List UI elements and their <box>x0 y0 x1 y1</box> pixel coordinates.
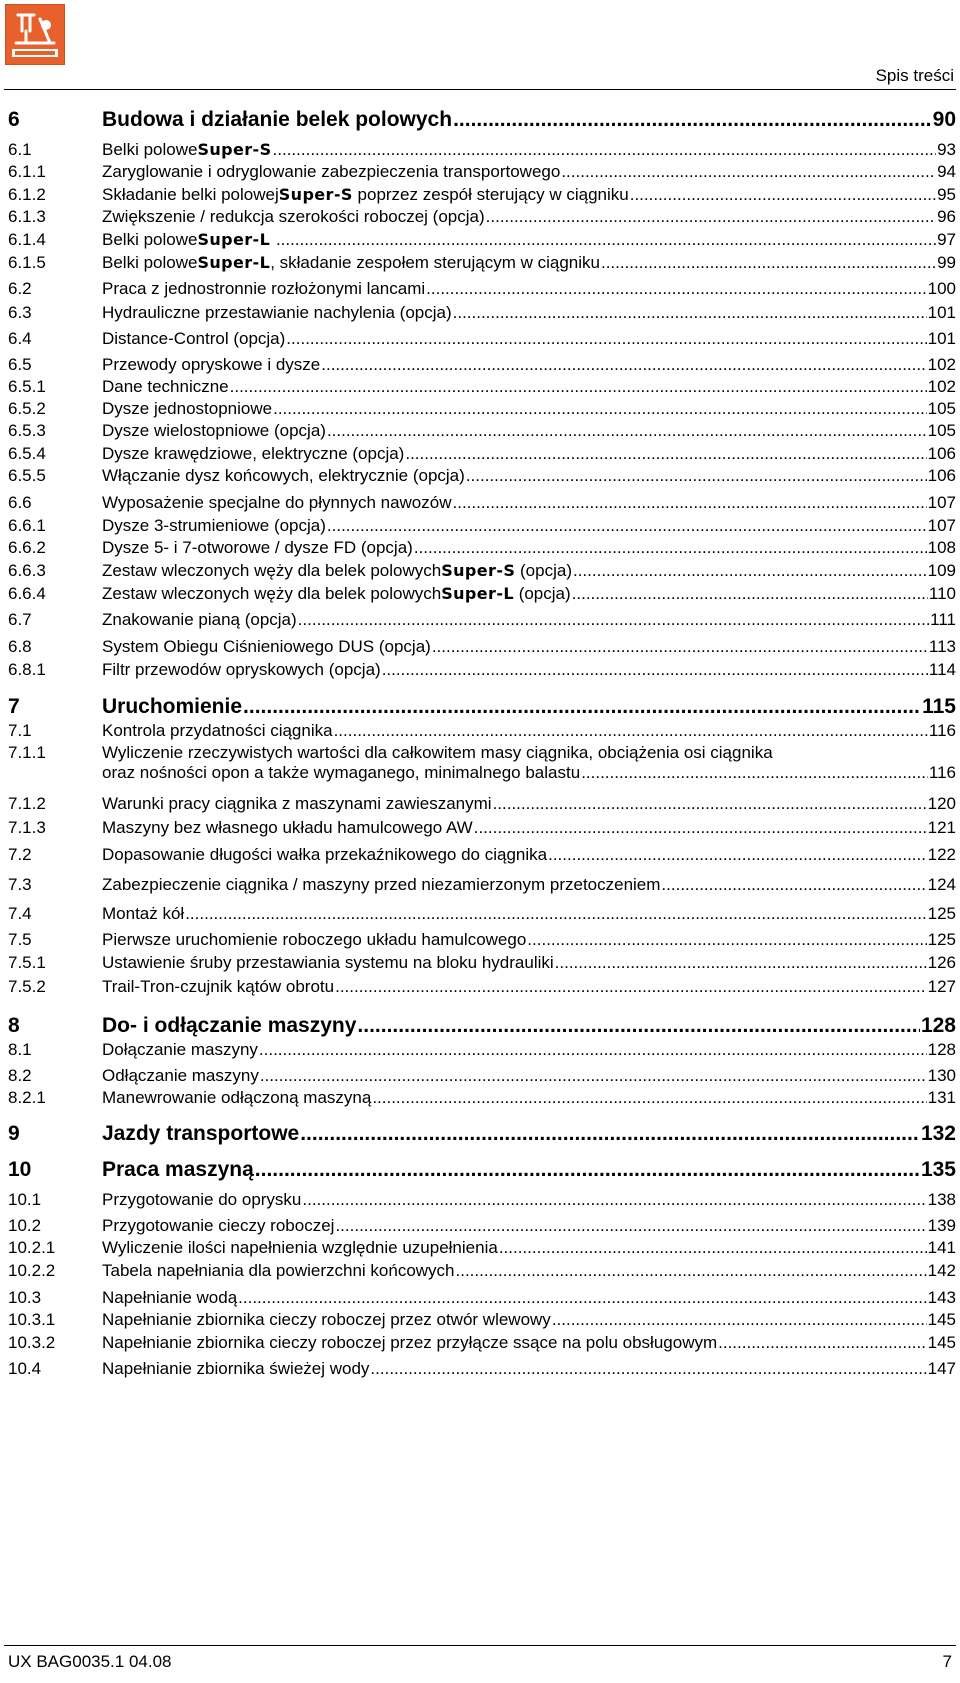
toc-leader-dots <box>372 1088 926 1108</box>
toc-leader-dots <box>243 695 921 719</box>
toc-leader-dots <box>286 329 926 349</box>
toc-entry[interactable] <box>8 421 956 441</box>
toc-entry-number: 8.2 <box>8 1066 32 1085</box>
toc-entry-number: 6.1 <box>8 140 32 159</box>
toc-entry[interactable] <box>8 660 956 680</box>
toc-entry-title: Włączanie dysz końcowych, elektrycznie (opcja) <box>102 466 465 485</box>
toc-entry[interactable] <box>8 162 956 182</box>
toc-entry[interactable] <box>8 977 956 997</box>
toc-entry-page: 145 <box>927 1333 956 1352</box>
toc-entry-title: Wyposażenie specjalne do płynnych nawozów <box>102 493 452 512</box>
toc-entry-number: 10.1 <box>8 1190 42 1209</box>
toc-entry[interactable] <box>8 140 956 160</box>
toc-leader-dots <box>334 721 928 741</box>
toc-entry-title: System Obiegu Ciśnieniowego DUS (opcja) <box>102 637 431 656</box>
toc-entry-title: Wyliczenie ilości napełnienia względnie uzupełnienia <box>102 1238 498 1257</box>
toc-entry[interactable] <box>8 904 956 924</box>
toc-entry[interactable] <box>8 1238 956 1258</box>
toc-leader-dots <box>255 1158 920 1182</box>
toc-entry[interactable] <box>8 516 956 536</box>
toc-entry[interactable] <box>8 466 956 486</box>
toc-leader-dots <box>555 953 927 973</box>
toc-entry-page: 107 <box>927 493 956 512</box>
toc-entry-page: 93 <box>937 140 956 159</box>
toc-entry-page: 127 <box>927 977 956 996</box>
toc-entry[interactable] <box>8 1158 956 1182</box>
toc-entry-page: 128 <box>920 1014 956 1037</box>
toc-entry[interactable] <box>8 610 956 630</box>
toc-entry-number: 10.2 <box>8 1216 42 1235</box>
toc-entry-number: 6.6 <box>8 493 32 512</box>
toc-entry-page: 109 <box>927 561 956 580</box>
toc-entry[interactable] <box>8 399 956 419</box>
toc-leader-dots <box>474 818 927 838</box>
toc-entry-number: 6.6.1 <box>8 516 46 535</box>
toc-entry[interactable] <box>8 207 956 227</box>
amazone-logo-icon <box>6 5 64 64</box>
toc-entry-page: 116 <box>928 762 956 782</box>
toc-entry-title: Maszyny bez własnego układu hamulcowego AW <box>102 818 473 837</box>
toc-entry-page: 145 <box>927 1310 956 1329</box>
toc-entry[interactable] <box>8 444 956 464</box>
toc-entry[interactable] <box>8 637 956 657</box>
toc-entry[interactable] <box>8 818 956 838</box>
toc-entry-title-suffix: poprzez zespół sterujący w ciągniku <box>352 185 629 204</box>
toc-entry-title: Dysze krawędziowe, elektryczne (opcja) <box>102 444 405 463</box>
toc-entry-page: 116 <box>928 721 956 740</box>
toc-entry-page: 97 <box>937 230 956 249</box>
toc-entry-title-suffix: , składanie zespołem sterującym w ciągniku <box>270 253 600 272</box>
toc-entry-number: 6.1.5 <box>8 253 46 272</box>
toc-entry[interactable] <box>8 1088 956 1108</box>
toc-entry-number: 6.6.3 <box>8 561 46 580</box>
toc-entry-number: 6 <box>8 108 20 131</box>
toc-entry-page: 141 <box>927 1238 956 1257</box>
toc-leader-dots <box>185 904 926 924</box>
toc-entry-number: 10.3.1 <box>8 1310 56 1329</box>
toc-entry[interactable] <box>8 377 956 397</box>
toc-entry-page: 143 <box>927 1288 956 1307</box>
toc-entry-number: 10.4 <box>8 1359 42 1378</box>
toc-leader-dots <box>259 1040 927 1060</box>
toc-entry-number: 6.1.1 <box>8 162 46 181</box>
toc-entry-title: Belki polowe <box>102 253 198 272</box>
toc-entry-title: Pierwsze uruchomienie roboczego układu hamulcowego <box>102 930 527 949</box>
toc-entry-title: Dysze 5- i 7-otworowe / dysze FD (opcja) <box>102 538 413 557</box>
toc-entry-title: Wyliczenie rzeczywistych wartości dla całkowitem masy ciągnika, obciążenia osi ciągnika <box>102 743 773 762</box>
toc-entry[interactable] <box>8 930 956 950</box>
toc-entry-page: 113 <box>928 637 956 656</box>
toc-entry-page: 142 <box>927 1261 956 1280</box>
toc-entry-number: 6.8.1 <box>8 660 46 679</box>
toc-entry-title: Zwiększenie / redukcja szerokości roboczej (opcja) <box>102 207 485 226</box>
toc-entry-title-suffix: (opcja) <box>515 561 572 580</box>
toc-entry-title: Trail-Tron-czujnik kątów obrotu <box>102 977 335 996</box>
toc-entry-page: 121 <box>927 818 956 837</box>
toc-entry-page: 101 <box>927 329 956 348</box>
toc-entry[interactable] <box>8 953 956 973</box>
toc-leader-dots <box>661 875 926 895</box>
toc-entry-number: 6.5.4 <box>8 444 46 463</box>
toc-entry-title: Znakowanie pianą (opcja) <box>102 610 297 629</box>
toc-entry-number: 6.2 <box>8 279 32 298</box>
toc-entry-page: 102 <box>927 377 956 396</box>
toc-entry-page: 99 <box>937 253 956 272</box>
toc-entry-number: 10.2.2 <box>8 1261 56 1280</box>
toc-entry[interactable] <box>8 1288 956 1308</box>
toc-entry-number: 6.6.2 <box>8 538 46 557</box>
toc-leader-dots <box>466 466 927 486</box>
toc-entry-page: 101 <box>927 303 956 322</box>
toc-entry-number: 7.5.1 <box>8 953 46 972</box>
toc-entry[interactable] <box>8 279 956 299</box>
section-title: Spis treści <box>875 66 954 85</box>
toc-entry-number: 6.8 <box>8 637 32 656</box>
toc-entry-number: 8.1 <box>8 1040 32 1059</box>
toc-entry-number: 6.5.5 <box>8 466 46 485</box>
toc-leader-dots <box>230 377 927 397</box>
toc-leader-dots <box>414 538 927 558</box>
toc-leader-dots <box>573 561 927 581</box>
toc-leader-dots <box>581 763 928 783</box>
toc-entry[interactable] <box>8 108 956 132</box>
toc-entry-page: 131 <box>927 1088 956 1107</box>
toc-entry-number: 6.5.1 <box>8 377 46 396</box>
toc-entry[interactable] <box>8 253 956 273</box>
document-code: UX BAG0035.1 04.08 <box>8 1652 172 1671</box>
toc-leader-dots <box>718 1333 926 1353</box>
toc-entry-number: 7 <box>8 695 20 718</box>
toc-entry-page: 110 <box>928 584 956 603</box>
toc-entry-number: 10.2.1 <box>8 1238 56 1257</box>
toc-entry-number: 7.1 <box>8 721 32 740</box>
toc-entry-page: 105 <box>927 399 956 418</box>
toc-leader-dots <box>572 584 928 604</box>
product-brand-label: Super-S <box>441 561 516 581</box>
toc-entry-title: Praca maszyną <box>102 1158 254 1181</box>
product-brand-label: Super-S <box>197 140 272 160</box>
toc-entry-page: 108 <box>927 538 956 557</box>
toc-entry-title: Uruchomienie <box>102 695 243 718</box>
toc-entry[interactable] <box>8 721 956 741</box>
toc-entry-title-suffix <box>270 230 275 250</box>
toc-entry-number: 7.1.3 <box>8 818 46 837</box>
toc-entry-number: 6.1.4 <box>8 230 46 249</box>
toc-leader-dots <box>453 493 927 513</box>
toc-leader-dots <box>327 516 927 536</box>
toc-entry-number: 7.2 <box>8 845 32 864</box>
toc-entry-title: Montaż kół <box>102 904 185 923</box>
toc-entry-title-continued: oraz nośności opon a także wymaganego, minimalnego balastu <box>102 762 581 782</box>
toc-leader-dots <box>486 207 936 227</box>
toc-entry-number: 7.4 <box>8 904 32 923</box>
toc-entry-title-suffix: (opcja) <box>513 584 571 603</box>
toc-entry-page: 132 <box>920 1122 956 1145</box>
toc-entry-title: Zestaw wleczonych węży dla belek polowych <box>102 584 442 603</box>
toc-leader-dots <box>630 185 936 205</box>
toc-entry[interactable] <box>8 875 956 895</box>
toc-leader-dots <box>405 444 926 464</box>
toc-entry-number: 6.4 <box>8 329 32 348</box>
toc-leader-dots <box>300 1122 920 1146</box>
toc-entry-title: Hydrauliczne przestawianie nachylenia (opcja) <box>102 303 452 322</box>
toc-entry-title: Dane techniczne <box>102 377 229 396</box>
toc-entry-number: 6.5.2 <box>8 399 46 418</box>
toc-entry[interactable] <box>8 561 956 581</box>
toc-entry-title: Dysze wielostopniowe (opcja) <box>102 421 326 440</box>
toc-entry[interactable] <box>8 794 956 814</box>
toc-entry-page: 114 <box>928 660 956 679</box>
toc-entry-number: 7.5.2 <box>8 977 46 996</box>
toc-entry-page: 106 <box>927 466 956 485</box>
toc-entry[interactable] <box>8 493 956 513</box>
toc-entry-title: Belki polowe <box>102 230 198 249</box>
toc-entry-page: 115 <box>922 695 956 718</box>
toc-leader-dots <box>321 355 926 375</box>
toc-entry-title: Odłączanie maszyny <box>102 1066 259 1085</box>
toc-entry-title: Zestaw wleczonych węży dla belek polowych <box>102 561 442 580</box>
product-brand-label: Super-L <box>441 584 514 604</box>
page-number: 7 <box>942 1652 952 1671</box>
toc-entry[interactable] <box>8 584 956 604</box>
toc-entry-title: Belki polowe <box>102 140 198 159</box>
toc-entry[interactable] <box>8 1066 956 1086</box>
toc-entry-title: Filtr przewodów opryskowych (opcja) <box>102 660 381 679</box>
toc-entry[interactable] <box>8 743 956 782</box>
toc-entry-page: 111 <box>930 610 956 629</box>
toc-entry-page: 120 <box>927 794 956 813</box>
toc-entry-page: 130 <box>927 1066 956 1085</box>
toc-leader-dots <box>453 108 932 132</box>
footer-divider <box>4 1645 956 1646</box>
toc-entry-number: 6.5.3 <box>8 421 46 440</box>
toc-entry-number: 7.1.1 <box>8 743 46 762</box>
toc-entry-page: 122 <box>927 845 956 864</box>
toc-leader-dots <box>335 977 927 997</box>
product-brand-label: Super-S <box>278 185 353 205</box>
toc-entry[interactable] <box>8 1122 956 1146</box>
toc-leader-dots <box>493 794 927 814</box>
toc-entry-title: Kontrola przydatności ciągnika <box>102 721 333 740</box>
toc-entry-page: 128 <box>927 1040 956 1059</box>
toc-entry[interactable] <box>8 845 956 865</box>
toc-entry-title: Składanie belki polowej <box>102 185 279 204</box>
toc-entry-number: 6.5 <box>8 355 32 374</box>
toc-entry-page: 138 <box>927 1190 956 1209</box>
toc-entry-title: Przygotowanie cieczy roboczej <box>102 1216 335 1235</box>
toc-leader-dots <box>548 845 927 865</box>
toc-entry-number: 7.1.2 <box>8 794 46 813</box>
toc-entry[interactable] <box>8 185 956 205</box>
toc-entry-title: Do- i odłączanie maszyny <box>102 1014 357 1037</box>
toc-entry-title: Dopasowanie długości wałka przekaźnikowego do ciągnika <box>102 845 548 864</box>
toc-entry-title: Napełnianie wodą <box>102 1288 238 1307</box>
toc-entry[interactable] <box>8 355 956 375</box>
toc-entry-number: 6.1.3 <box>8 207 46 226</box>
toc-leader-dots <box>552 1310 927 1330</box>
toc-leader-dots <box>327 421 927 441</box>
toc-entry[interactable] <box>8 1040 956 1060</box>
toc-entry-page: 107 <box>927 516 956 535</box>
toc-leader-dots <box>453 303 927 323</box>
toc-entry-page: 125 <box>927 904 956 923</box>
toc-entry-page: 124 <box>927 875 956 894</box>
toc-entry[interactable] <box>8 538 956 558</box>
toc-entry[interactable] <box>8 1333 956 1353</box>
toc-entry[interactable] <box>8 1310 956 1330</box>
toc-entry-page: 139 <box>927 1216 956 1235</box>
toc-entry-title: Napełnianie zbiornika cieczy roboczej przez przyłącze ssące na polu obsługowym <box>102 1333 718 1352</box>
toc-entry-indent <box>8 763 102 783</box>
toc-leader-dots <box>432 637 928 657</box>
product-brand-label: Super-L <box>197 253 271 273</box>
toc-leader-dots <box>273 140 937 160</box>
toc-leader-dots <box>601 253 936 273</box>
toc-entry-title: Tabela napełniania dla powierzchni końcowych <box>102 1261 455 1280</box>
toc-entry-number: 8.2.1 <box>8 1088 46 1107</box>
toc-entry-number: 6.3 <box>8 303 32 322</box>
toc-leader-dots <box>456 1261 927 1281</box>
amazone-logo <box>5 4 65 65</box>
toc-leader-dots <box>276 230 936 250</box>
toc-entry-page: 106 <box>927 444 956 463</box>
toc-leader-dots <box>499 1238 927 1258</box>
toc-entry-title: Praca z jednostronnie rozłożonymi lancami <box>102 279 426 298</box>
toc-entry[interactable] <box>8 1014 956 1038</box>
toc-entry-title: Dołączanie maszyny <box>102 1040 258 1059</box>
toc-leader-dots <box>370 1359 926 1379</box>
toc-entry[interactable] <box>8 695 956 719</box>
toc-entry-page: 105 <box>927 421 956 440</box>
toc-entry-page: 147 <box>927 1359 956 1378</box>
header-divider <box>4 89 956 90</box>
toc-entry-title: Dysze 3-strumieniowe (opcja) <box>102 516 326 535</box>
toc-entry-title: Manewrowanie odłączoną maszyną <box>102 1088 372 1107</box>
toc-entry-page: 90 <box>932 108 956 131</box>
toc-entry-title: Zaryglowanie i odryglowanie zabezpieczenia transportowego <box>102 162 561 181</box>
toc-entry-number: 6.6.4 <box>8 584 46 603</box>
toc-entry[interactable] <box>8 303 956 323</box>
toc-entry-number: 10.3.2 <box>8 1333 56 1352</box>
toc-leader-dots <box>426 279 926 299</box>
product-brand-label: Super-L <box>197 230 271 250</box>
toc-entry-page: 126 <box>927 953 956 972</box>
toc-entry-title: Ustawienie śruby przestawiania systemu na bloku hydrauliki <box>102 953 554 972</box>
toc-leader-dots <box>302 1190 926 1210</box>
toc-entry-title: Przygotowanie do oprysku <box>102 1190 302 1209</box>
toc-entry-number: 10.3 <box>8 1288 42 1307</box>
toc-leader-dots <box>273 399 927 419</box>
toc-entry-page: 100 <box>927 279 956 298</box>
toc-entry-number: 7.5 <box>8 930 32 949</box>
toc-leader-dots <box>260 1066 927 1086</box>
toc-leader-dots <box>298 610 929 630</box>
toc-entry-title: Zabezpieczenie ciągnika / maszyny przed niezamierzonym przetoczeniem <box>102 875 661 894</box>
toc-entry-title: Przewody opryskowe i dysze <box>102 355 321 374</box>
toc-leader-dots <box>382 660 928 680</box>
toc-entry[interactable] <box>8 329 956 349</box>
toc-entry-title: Distance-Control (opcja) <box>102 329 286 348</box>
toc-entry-page: 135 <box>920 1158 956 1181</box>
toc-entry[interactable] <box>8 1190 956 1210</box>
toc-entry-page: 96 <box>937 207 956 226</box>
toc-entry-page: 125 <box>927 930 956 949</box>
toc-entry[interactable] <box>8 1359 956 1379</box>
toc-leader-dots <box>357 1014 920 1038</box>
toc-entry-title: Budowa i działanie belek polowych <box>102 108 453 131</box>
toc-entry-title: Warunki pracy ciągnika z maszynami zawieszanymi <box>102 794 492 813</box>
toc-entry[interactable] <box>8 1216 956 1236</box>
toc-leader-dots <box>238 1288 926 1308</box>
toc-entry[interactable] <box>8 1261 956 1281</box>
toc-leader-dots <box>527 930 926 950</box>
toc-entry-number: 10 <box>8 1158 32 1181</box>
toc-leader-dots <box>561 162 936 182</box>
toc-entry-title: Napełnianie zbiornika świeżej wody <box>102 1359 370 1378</box>
toc-entry-number: 6.7 <box>8 610 32 629</box>
toc-entry-title: Jazdy transportowe <box>102 1122 300 1145</box>
toc-entry-number: 8 <box>8 1014 20 1037</box>
toc-entry-page: 95 <box>937 185 956 204</box>
toc-entry-page: 94 <box>937 162 956 181</box>
toc-entry-title: Dysze jednostopniowe <box>102 399 273 418</box>
toc-leader-dots <box>335 1216 926 1236</box>
toc-entry-number: 6.1.2 <box>8 185 46 204</box>
toc-entry-number: 7.3 <box>8 875 32 894</box>
toc-entry[interactable] <box>8 230 956 250</box>
toc-entry-number: 9 <box>8 1122 20 1145</box>
toc-entry-title: Napełnianie zbiornika cieczy roboczej przez otwór wlewowy <box>102 1310 551 1329</box>
toc-entry-page: 102 <box>927 355 956 374</box>
